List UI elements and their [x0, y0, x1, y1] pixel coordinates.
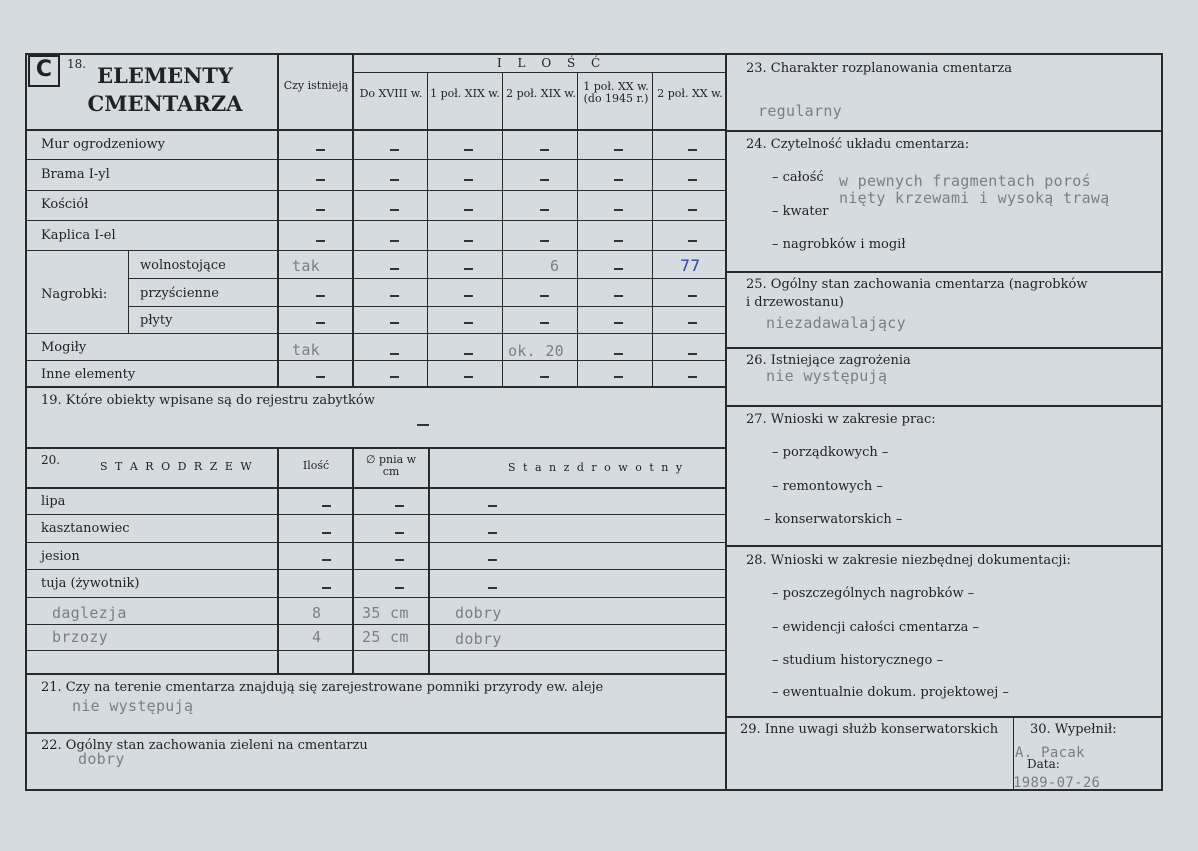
s23-bottom [726, 130, 1163, 132]
q27-label: 27. Wnioski w zakresie prac: [746, 412, 936, 427]
ilosc-header: I L O Ś Ć [497, 56, 607, 70]
empty-cell-dash [316, 376, 325, 378]
trees-qty-header: Ilość [302, 459, 330, 472]
empty-cell-dash [614, 322, 623, 324]
s18-col-line [502, 73, 503, 388]
empty-cell-dash [688, 179, 697, 181]
empty-cell-dash [488, 559, 497, 561]
empty-cell-dash [322, 532, 331, 534]
q21-answer: nie występują [72, 697, 194, 715]
q24-nagrobkow: – nagrobków i mogił [772, 237, 906, 252]
q30-label: 30. Wypełnił: [1030, 722, 1117, 737]
s27-bottom [726, 545, 1163, 547]
empty-cell-dash [316, 240, 325, 242]
q24-calosc: – całość [772, 170, 824, 185]
empty-cell-dash [688, 209, 697, 211]
q30-date: 1989-07-26 [1013, 775, 1101, 791]
empty-cell-dash [614, 149, 623, 151]
tree-r5-diam: 35 cm [362, 604, 409, 622]
q20-number: 20. [41, 453, 61, 467]
s21-bottom [25, 732, 726, 734]
empty-cell-dash [464, 240, 473, 242]
s18-nagrobki-divider [128, 250, 129, 334]
empty-cell-dash [464, 322, 473, 324]
q28-studium: – studium historycznego – [772, 653, 943, 668]
q30-date-label: Data: [1027, 757, 1060, 771]
empty-cell-dash [488, 505, 497, 507]
empty-cell-dash [322, 587, 331, 589]
q25-answer: niezadawalający [766, 314, 906, 332]
s18-row-line [25, 190, 726, 191]
col-2xix-header: 2 poł. XIX w. [506, 87, 576, 100]
q27-remontowych: – remontowych – [772, 479, 883, 494]
row-plyty: płyty [140, 313, 173, 328]
tree-r6-name: brzozy [52, 628, 108, 646]
empty-cell-dash [395, 587, 404, 589]
q26-label: 26. Istniejące zagrożenia [746, 353, 911, 368]
wolno-2xix: 6 [550, 257, 560, 275]
frame-right [1161, 53, 1163, 791]
section-18-title-line2: CMENTARZA [87, 91, 243, 116]
s26-bottom [726, 405, 1163, 407]
col-exists-header: Czy istnieją [283, 79, 349, 92]
q26-answer: nie występują [766, 367, 888, 385]
s18-col-line [427, 73, 428, 388]
s18-col-line [277, 53, 279, 388]
empty-cell-dash [614, 209, 623, 211]
col-2xx-header: 2 poł. XX w. [657, 87, 723, 100]
row-mur: Mur ogrodzeniowy [41, 137, 165, 152]
mogily-exists: tak [292, 341, 320, 359]
q28-projektowej: – ewentualnie dokum. projektowej – [772, 685, 1009, 700]
row-kosciol: Kościół [41, 197, 89, 212]
q24-answer-line2: nięty krzewami i wysoką trawą [839, 189, 1110, 207]
section-18-title-line1: ELEMENTY [97, 63, 233, 88]
empty-cell-dash [316, 209, 325, 211]
empty-cell-dash [390, 353, 399, 355]
ilosc-line [354, 72, 726, 73]
section-letter-box: C [28, 55, 60, 87]
s18-header-bottom [25, 129, 726, 131]
q21-label: 21. Czy na terenie cmentarza znajdują się zarejestrowane pomniki przyrody ew. aleje [41, 680, 604, 695]
tree-r5-health: dobry [455, 604, 502, 622]
tree-r6-health: dobry [455, 630, 502, 648]
trees-row-line [25, 542, 726, 543]
trees-health-header: S t a n z d r o w o t n y [508, 461, 685, 474]
empty-cell-dash [540, 149, 549, 151]
empty-cell-dash [322, 559, 331, 561]
q27-konserwatorskich: – konserwatorskich – [764, 512, 903, 527]
empty-cell-dash [464, 295, 473, 297]
q22-answer: dobry [78, 750, 125, 768]
row-nagrobki: Nagrobki: [41, 287, 108, 302]
s18-row-line [25, 159, 726, 160]
q28-ewidencji: – ewidencji całości cmentarza – [772, 620, 980, 635]
row-wolnostojace: wolnostojące [140, 258, 226, 273]
empty-cell-dash [316, 149, 325, 151]
mogily-2xix: ok. 20 [508, 342, 564, 360]
trees-row-line [25, 514, 726, 515]
q30-name: A. Pacak [1015, 745, 1085, 761]
empty-cell-dash [464, 179, 473, 181]
col-1xix-header: 1 poł. XIX w. [430, 87, 500, 100]
empty-cell-dash [688, 353, 697, 355]
row-brama: Brama I-yl [41, 167, 110, 182]
empty-cell-dash [614, 295, 623, 297]
trees-row-line [25, 650, 726, 651]
s18-row-line [25, 220, 726, 221]
q28-label: 28. Wnioski w zakresie niezbędnej dokumentacji: [746, 553, 1071, 568]
empty-cell-dash [614, 268, 623, 270]
q27-porzadkowych: – porządkowych – [772, 445, 889, 460]
wolno-2xx: 77 [680, 256, 701, 275]
empty-cell-dash [390, 179, 399, 181]
s18-col-line [652, 73, 653, 388]
empty-cell-dash [390, 268, 399, 270]
s18-row-line [25, 360, 726, 361]
empty-cell-dash [390, 376, 399, 378]
empty-cell-dash [316, 322, 325, 324]
trees-row-line [25, 569, 726, 570]
empty-cell-dash [488, 587, 497, 589]
q19-label: 19. Które obiekty wpisane są do rejestru zabytków [41, 393, 375, 408]
empty-cell-dash [390, 149, 399, 151]
s28-bottom [726, 716, 1163, 718]
trees-col-line [277, 448, 279, 674]
trees-header-bottom [25, 487, 726, 489]
trees-row-line [25, 597, 726, 598]
empty-cell-dash [390, 209, 399, 211]
empty-cell-dash [390, 295, 399, 297]
s18-col-line [577, 73, 578, 388]
s18-bottom [25, 386, 726, 388]
q22-label: 22. Ogólny stan zachowania zieleni na cmentarzu [41, 738, 368, 753]
frame-top [25, 53, 1163, 55]
empty-cell-dash [395, 532, 404, 534]
frame-bottom [25, 789, 1163, 791]
s18-row-line [25, 250, 726, 251]
empty-cell-dash [316, 295, 325, 297]
row-kaplica: Kaplica I-el [41, 228, 116, 243]
trees-bottom [25, 673, 726, 675]
s18-col-line [352, 53, 354, 388]
empty-cell-dash [464, 353, 473, 355]
tree-r5-name: daglezja [52, 604, 127, 622]
q25-label-line2: i drzewostanu) [746, 295, 844, 310]
wolno-exists: tak [292, 257, 320, 275]
row-inne: Inne elementy [41, 367, 136, 382]
empty-cell-dash [464, 149, 473, 151]
q23-label: 23. Charakter rozplanowania cmentarza [746, 61, 1013, 76]
empty-cell-dash [395, 505, 404, 507]
tree-r5-qty: 8 [312, 604, 322, 622]
q24-kwater: – kwater [772, 204, 829, 219]
empty-cell-dash [464, 209, 473, 211]
empty-cell-dash [540, 295, 549, 297]
empty-cell-dash [390, 240, 399, 242]
empty-cell-dash [464, 268, 473, 270]
empty-cell-dash [688, 149, 697, 151]
frame-left [25, 53, 27, 791]
empty-cell-dash [540, 376, 549, 378]
empty-cell-dash [614, 240, 623, 242]
empty-cell-dash [316, 179, 325, 181]
tree-tuja: tuja (żywotnik) [41, 576, 140, 591]
empty-cell-dash [540, 240, 549, 242]
empty-cell-dash [688, 376, 697, 378]
empty-cell-dash [395, 559, 404, 561]
tree-lipa: lipa [41, 494, 66, 509]
empty-cell-dash [688, 322, 697, 324]
tree-kasztanowiec: kasztanowiec [41, 521, 130, 536]
s25-bottom [726, 347, 1163, 349]
empty-cell-dash [540, 322, 549, 324]
tree-r6-qty: 4 [312, 628, 322, 646]
empty-cell-dash [488, 532, 497, 534]
row-mogily: Mogiły [41, 340, 87, 355]
tree-r6-diam: 25 cm [362, 628, 409, 646]
trees-col-line [428, 448, 430, 674]
empty-cell-dash [688, 240, 697, 242]
q24-answer-line1: w pewnych fragmentach poroś [839, 172, 1091, 190]
q29-label: 29. Inne uwagi służb konserwatorskich [740, 722, 999, 737]
empty-cell-dash [540, 179, 549, 181]
col-xviii-header: Do XVIII w. [359, 87, 423, 100]
empty-cell-dash [688, 295, 697, 297]
trees-diam-header: ∅ pnia w cm [365, 453, 417, 478]
tree-jesion: jesion [41, 549, 80, 564]
s19-bottom [25, 447, 726, 449]
empty-cell-dash [614, 353, 623, 355]
empty-cell-dash [540, 209, 549, 211]
q28-nagrobkow: – poszczególnych nagrobków – [772, 586, 975, 601]
frame-middle [725, 53, 727, 791]
q23-answer: regularny [758, 102, 842, 120]
s18-row-line [25, 333, 726, 334]
empty-cell-dash [614, 179, 623, 181]
trees-title: S T A R O D R Z E W [100, 460, 254, 473]
trees-row-line [25, 624, 726, 625]
q19-dash [417, 424, 429, 426]
empty-cell-dash [614, 376, 623, 378]
row-przyscienne: przyścienne [140, 286, 219, 301]
col-1xx-header: 1 poł. XX w. (do 1945 r.) [583, 80, 649, 105]
empty-cell-dash [390, 322, 399, 324]
empty-cell-dash [322, 505, 331, 507]
q24-label: 24. Czytelność układu cmentarza: [746, 137, 970, 152]
s24-bottom [726, 271, 1163, 273]
trees-col-line [352, 448, 354, 674]
section-18-number: 18. [67, 57, 87, 71]
q25-label-line1: 25. Ogólny stan zachowania cmentarza (nagrobków [746, 277, 1088, 292]
empty-cell-dash [464, 376, 473, 378]
